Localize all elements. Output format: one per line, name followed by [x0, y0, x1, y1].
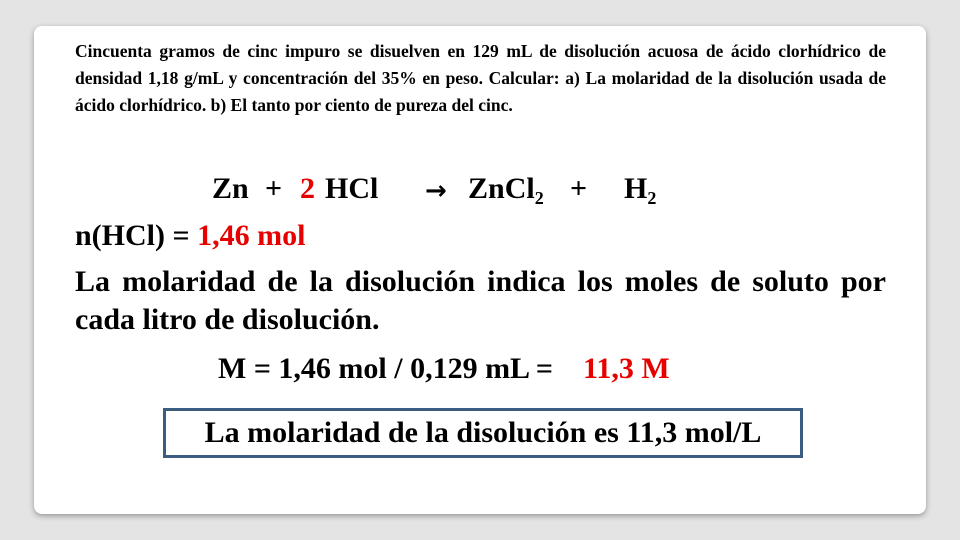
arrow-icon: → — [425, 176, 447, 206]
result-box: La molaridad de la disolución es 11,3 mol/L — [163, 408, 803, 458]
moles-value: 1,46 mol — [197, 219, 306, 252]
molarity-expression: M = 1,46 mol / 0,129 mL = — [218, 352, 554, 385]
moles-line — [75, 219, 305, 253]
eq-hcl: HCl — [325, 172, 379, 205]
eq-plus-2: + — [570, 172, 588, 205]
eq-zncl-subscript: 2 — [534, 188, 544, 208]
eq-h-text: H — [624, 172, 648, 205]
eq-plus-1: + — [265, 172, 283, 205]
eq-h-subscript: 2 — [647, 188, 657, 208]
explanation-text: La molaridad de la disolución indica los moles de soluto por cada litro de disolución. — [75, 265, 886, 336]
eq-zn: Zn — [212, 172, 249, 205]
eq-coefficient: 2 — [300, 172, 315, 205]
moles-label: n(HCl) = — [75, 219, 190, 252]
eq-zncl-text: ZnCl — [468, 172, 535, 205]
problem-statement: Cincuenta gramos de cinc impuro se disuelven en 129 mL de disolución acuosa de ácido clorhídrico de densidad 1,18 g/mL y concentración del 35% en peso. Calcular: a) La molaridad de la disolución usada de ácido clorhídrico. b) El tanto por ciento de pureza del cinc. — [75, 41, 886, 115]
eq-h2 — [624, 172, 656, 212]
eq-zncl2 — [468, 172, 544, 212]
molarity-value: 11,3 M — [583, 352, 670, 385]
